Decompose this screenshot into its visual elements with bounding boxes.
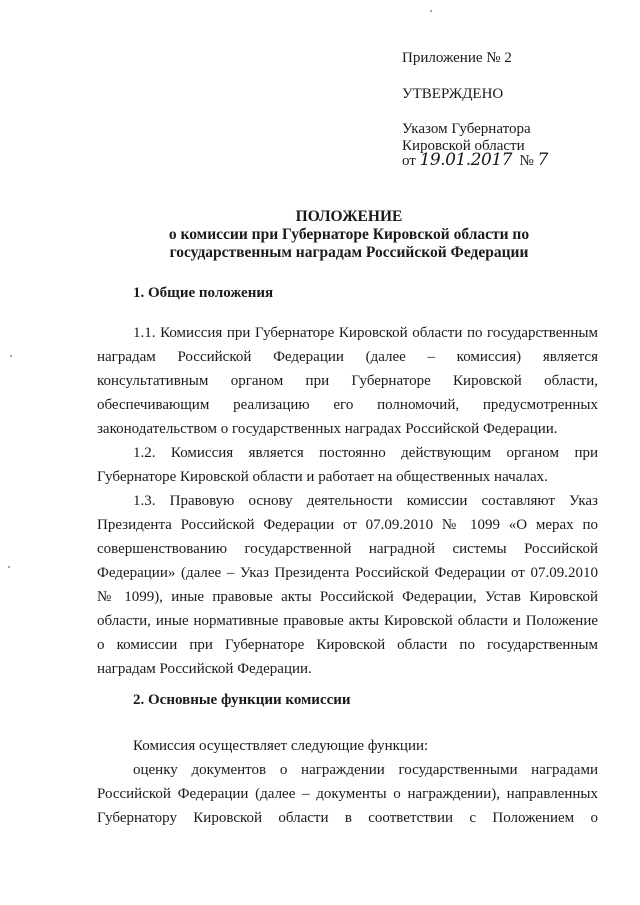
scan-speck (8, 566, 10, 568)
paragraph-1-2-text: 1.2. Комиссия является постоянно действующим органом при Губернаторе Кировской области и работает на общественных началах. (97, 445, 598, 485)
section-1-heading: 1. Общие положения (133, 285, 274, 301)
document-subtitle-line1: о комиссии при Губернаторе Кировской области по (168, 226, 530, 243)
document-subtitle-line2: государственным наградам Российской Федерации (169, 244, 529, 261)
decree-date-line (402, 152, 548, 170)
section-2-heading: 2. Основные функции комиссии (133, 692, 351, 708)
paragraph-1-2 (97, 441, 598, 489)
scan-speck (10, 355, 12, 357)
from-label: от (402, 153, 416, 169)
decree-by-line1: Указом Губернатора (402, 121, 531, 137)
paragraph-2-item-text: оценку документов о награждении государственными наградами Российской Федерации (далее – документы о награждении), направленных Губернатору Кировской области в соответствии с Положением о (97, 762, 598, 826)
document-title: ПОЛОЖЕНИЕ (295, 208, 403, 225)
paragraph-1-1 (97, 321, 598, 441)
paragraph-2-intro (97, 734, 598, 758)
appendix-label: Приложение № 2 (402, 50, 512, 66)
handwritten-number: 7 (537, 150, 548, 170)
paragraph-1-3-text: 1.3. Правовую основу деятельности комиссии составляют Указ Президента Российской Федерации от 07.09.2010 № 1099 «О мерах по совершенствованию государственной наградной системы Российской Федерации» (далее – Указ Президента Российской Федерации от 07.09.2010 № 1099), иные правовые акты Российской Федерации, Устав Кировской области, иные нормативные правовые акты Кировской области и Положение о комиссии при Губернаторе Кировской области по государственным наградам Российской Федерации. (97, 493, 598, 677)
approved-label: УТВЕРЖДЕНО (402, 86, 504, 102)
decree-by-line2: Кировской области (402, 138, 525, 154)
scan-speck (430, 10, 432, 12)
paragraph-2-item (97, 758, 598, 830)
number-label: № (519, 153, 534, 169)
paragraph-1-3 (97, 489, 598, 681)
paragraph-1-1-text: 1.1. Комиссия при Губернаторе Кировской области по государственным наградам Российской Федерации (далее – комиссия) является консультативным органом при Губернаторе Кировской области, обеспечивающим реализацию его полномочий, предусмотренных законодательством о государственных наградах Российской Федерации. (97, 325, 598, 437)
paragraph-2-intro-text: Комиссия осуществляет следующие функции: (133, 738, 429, 754)
handwritten-date: 19.01.2017 (419, 150, 512, 170)
